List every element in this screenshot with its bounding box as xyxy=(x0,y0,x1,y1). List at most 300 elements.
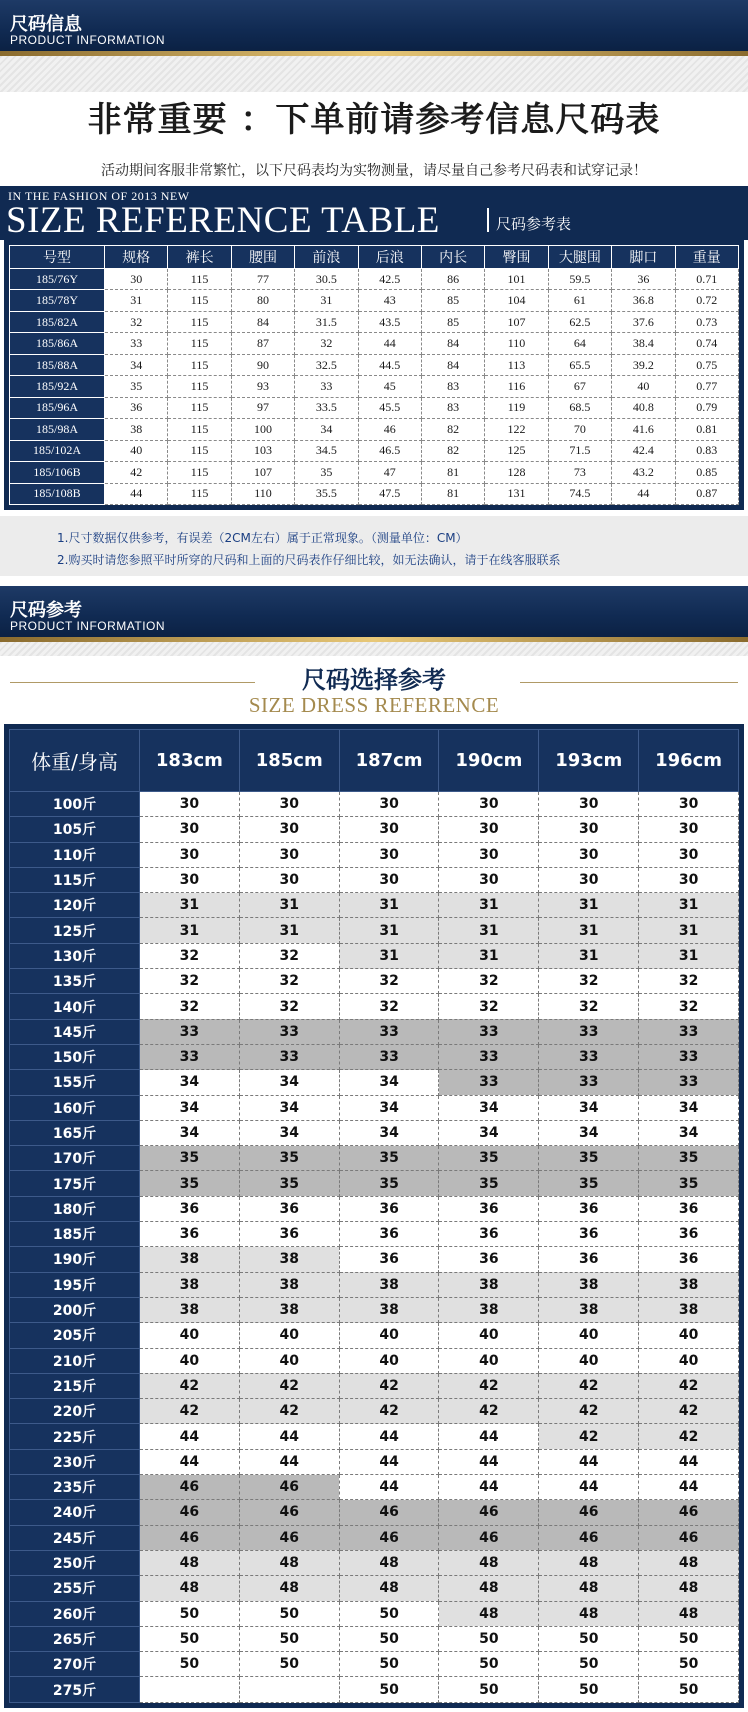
corner-header: 体重/身高 xyxy=(10,730,140,792)
table-cell: 81 xyxy=(421,483,484,504)
size-cell: 48 xyxy=(239,1550,339,1575)
size-cell: 30 xyxy=(539,867,639,892)
size-cell: 50 xyxy=(539,1677,639,1703)
table-row xyxy=(10,333,739,354)
size-cell: 40 xyxy=(339,1323,439,1348)
size-cell: 48 xyxy=(140,1550,240,1575)
size-cell: 42 xyxy=(539,1373,639,1398)
table-cell: 74.5 xyxy=(548,483,611,504)
size-cell: 50 xyxy=(339,1601,439,1626)
table-cell: 43.5 xyxy=(358,311,421,332)
table-cell: 85 xyxy=(421,290,484,311)
size-cell: 33 xyxy=(439,1019,539,1044)
column-header: 规格 xyxy=(105,246,168,269)
table-row xyxy=(10,462,739,483)
size-cell: 50 xyxy=(339,1677,439,1703)
table-row xyxy=(10,1222,739,1247)
table-cell: 0.71 xyxy=(675,269,738,290)
table-cell: 35 xyxy=(295,462,358,483)
size-table-frame xyxy=(4,240,744,510)
size-cell: 48 xyxy=(639,1576,739,1601)
weight-header: 200斤 xyxy=(10,1297,140,1322)
size-cell: 31 xyxy=(339,943,439,968)
table-row xyxy=(10,893,739,918)
size-cell: 40 xyxy=(140,1323,240,1348)
size-cell: 46 xyxy=(439,1500,539,1525)
row-header: 185/106B xyxy=(10,462,105,483)
table-cell: 36 xyxy=(105,397,168,418)
size-cell: 42 xyxy=(339,1373,439,1398)
size-cell: 50 xyxy=(439,1652,539,1677)
size-cell: 31 xyxy=(639,918,739,943)
size-cell: 44 xyxy=(239,1449,339,1474)
size-cell: 36 xyxy=(439,1247,539,1272)
size-cell: 38 xyxy=(339,1297,439,1322)
table-cell: 64 xyxy=(548,333,611,354)
table-cell: 47.5 xyxy=(358,483,421,504)
weight-header: 135斤 xyxy=(10,969,140,994)
table-cell: 73 xyxy=(548,462,611,483)
size-cell: 32 xyxy=(339,969,439,994)
size-table xyxy=(9,245,739,505)
size-cell: 34 xyxy=(639,1120,739,1145)
table-row xyxy=(10,1019,739,1044)
table-cell: 125 xyxy=(485,440,548,461)
table-row xyxy=(10,792,739,817)
size-cell: 40 xyxy=(239,1323,339,1348)
size-cell: 36 xyxy=(639,1247,739,1272)
table-cell: 80 xyxy=(231,290,294,311)
row-header: 185/78Y xyxy=(10,290,105,311)
column-header: 号型 xyxy=(10,246,105,269)
table-cell: 0.85 xyxy=(675,462,738,483)
table-cell: 107 xyxy=(485,311,548,332)
size-cell: 38 xyxy=(140,1297,240,1322)
table-row xyxy=(10,867,739,892)
table-row xyxy=(10,1323,739,1348)
weight-header: 235斤 xyxy=(10,1475,140,1500)
size-cell: 34 xyxy=(639,1095,739,1120)
weight-header: 260斤 xyxy=(10,1601,140,1626)
size-cell: 48 xyxy=(140,1576,240,1601)
table-cell: 115 xyxy=(168,290,231,311)
table-cell: 33 xyxy=(105,333,168,354)
table-cell: 61 xyxy=(548,290,611,311)
size-cell: 33 xyxy=(539,1019,639,1044)
weight-header: 240斤 xyxy=(10,1500,140,1525)
table-cell: 107 xyxy=(231,462,294,483)
weight-header: 165斤 xyxy=(10,1120,140,1145)
table-cell: 0.74 xyxy=(675,333,738,354)
table-row xyxy=(10,943,739,968)
row-header: 185/86A xyxy=(10,333,105,354)
table-cell: 115 xyxy=(168,483,231,504)
table-cell: 110 xyxy=(231,483,294,504)
table-cell: 68.5 xyxy=(548,397,611,418)
table-cell: 85 xyxy=(421,311,484,332)
dress-ref-subtitle: SIZE DRESS REFERENCE xyxy=(248,693,500,717)
size-cell: 30 xyxy=(639,792,739,817)
size-cell: 32 xyxy=(339,994,439,1019)
section1-title: 尺码信息 xyxy=(10,14,82,35)
size-cell: 48 xyxy=(439,1601,539,1626)
table-cell: 101 xyxy=(485,269,548,290)
size-cell: 36 xyxy=(140,1196,240,1221)
size-cell: 50 xyxy=(439,1677,539,1703)
table-cell: 0.75 xyxy=(675,354,738,375)
table-cell: 43.2 xyxy=(612,462,675,483)
size-cell: 35 xyxy=(239,1146,339,1171)
weight-header: 245斤 xyxy=(10,1525,140,1550)
size-cell: 48 xyxy=(539,1550,639,1575)
table-cell: 119 xyxy=(485,397,548,418)
size-cell: 31 xyxy=(140,918,240,943)
size-cell: 30 xyxy=(639,867,739,892)
size-cell: 31 xyxy=(639,943,739,968)
table-cell: 44.5 xyxy=(358,354,421,375)
size-cell: 34 xyxy=(339,1120,439,1145)
size-cell: 35 xyxy=(339,1171,439,1196)
table-cell: 122 xyxy=(485,419,548,440)
weight-header: 125斤 xyxy=(10,918,140,943)
size-cell: 50 xyxy=(639,1626,739,1651)
column-header: 脚口 xyxy=(612,246,675,269)
size-cell: 35 xyxy=(140,1171,240,1196)
table-row xyxy=(10,1070,739,1095)
size-cell: 46 xyxy=(439,1525,539,1550)
height-header: 193cm xyxy=(539,730,639,792)
size-cell: 50 xyxy=(639,1677,739,1703)
decor-strip xyxy=(0,56,748,92)
table-cell: 36 xyxy=(612,269,675,290)
size-cell: 42 xyxy=(539,1399,639,1424)
size-cell: 35 xyxy=(639,1171,739,1196)
size-cell: 31 xyxy=(239,918,339,943)
weight-header: 180斤 xyxy=(10,1196,140,1221)
height-header: 187cm xyxy=(339,730,439,792)
weight-header: 220斤 xyxy=(10,1399,140,1424)
table-cell: 31.5 xyxy=(295,311,358,332)
table-row xyxy=(10,1652,739,1677)
size-cell: 42 xyxy=(439,1399,539,1424)
table-row xyxy=(10,1171,739,1196)
table-cell: 0.79 xyxy=(675,397,738,418)
size-cell: 48 xyxy=(339,1550,439,1575)
size-cell: 31 xyxy=(339,918,439,943)
size-cell: 46 xyxy=(140,1475,240,1500)
table-cell: 84 xyxy=(421,354,484,375)
table-cell: 45.5 xyxy=(358,397,421,418)
weight-header: 115斤 xyxy=(10,867,140,892)
headline-note: 活动期间客服非常繁忙，以下尺码表均为实物测量，请尽量自己参考尺码表和试穿记录！ xyxy=(101,163,647,179)
size-cell: 36 xyxy=(539,1222,639,1247)
size-cell: 46 xyxy=(140,1525,240,1550)
size-cell: 31 xyxy=(539,918,639,943)
size-cell: 46 xyxy=(339,1500,439,1525)
table-cell: 0.77 xyxy=(675,376,738,397)
column-header: 前浪 xyxy=(295,246,358,269)
table-cell: 115 xyxy=(168,269,231,290)
size-cell: 32 xyxy=(639,994,739,1019)
table-cell: 113 xyxy=(485,354,548,375)
table-row xyxy=(10,994,739,1019)
weight-header: 190斤 xyxy=(10,1247,140,1272)
dress-table-frame xyxy=(4,724,744,1708)
size-cell: 44 xyxy=(140,1449,240,1474)
size-cell: 31 xyxy=(439,943,539,968)
weight-header: 170斤 xyxy=(10,1146,140,1171)
size-cell: 46 xyxy=(539,1500,639,1525)
size-cell: 32 xyxy=(439,994,539,1019)
row-header: 185/102A xyxy=(10,440,105,461)
table-row xyxy=(10,1550,739,1575)
size-cell: 42 xyxy=(539,1424,639,1449)
table-cell: 46 xyxy=(358,419,421,440)
size-cell: 33 xyxy=(639,1070,739,1095)
size-cell: 33 xyxy=(639,1044,739,1069)
column-header: 内长 xyxy=(421,246,484,269)
size-cell: 50 xyxy=(239,1626,339,1651)
table-row xyxy=(10,817,739,842)
size-cell: 44 xyxy=(439,1449,539,1474)
table-row xyxy=(10,311,739,332)
size-cell: 30 xyxy=(140,842,240,867)
table-cell: 84 xyxy=(421,333,484,354)
size-cell: 38 xyxy=(639,1297,739,1322)
table-cell: 42.4 xyxy=(612,440,675,461)
table-row xyxy=(10,1525,739,1550)
weight-header: 265斤 xyxy=(10,1626,140,1651)
table-cell: 128 xyxy=(485,462,548,483)
table-row xyxy=(10,354,739,375)
size-cell: 44 xyxy=(140,1424,240,1449)
table-row xyxy=(10,1399,739,1424)
size-cell: 31 xyxy=(239,893,339,918)
size-cell: 31 xyxy=(140,893,240,918)
size-notes xyxy=(0,516,748,576)
size-cell: 40 xyxy=(639,1348,739,1373)
size-cell: 30 xyxy=(539,842,639,867)
table-cell: 67 xyxy=(548,376,611,397)
weight-header: 205斤 xyxy=(10,1323,140,1348)
table-row xyxy=(10,1196,739,1221)
size-cell: 40 xyxy=(439,1323,539,1348)
table-cell: 115 xyxy=(168,397,231,418)
table-row xyxy=(10,1601,739,1626)
size-cell: 44 xyxy=(339,1449,439,1474)
table-cell: 31 xyxy=(295,290,358,311)
note-2: 2.购买时请您参照平时所穿的尺码和上面的尺码表作仔细比较，如无法确认，请于在线客服联系 xyxy=(57,553,561,567)
table-cell: 110 xyxy=(485,333,548,354)
table-cell: 45 xyxy=(358,376,421,397)
size-cell: 50 xyxy=(140,1652,240,1677)
size-cell: 33 xyxy=(539,1070,639,1095)
table-cell: 47 xyxy=(358,462,421,483)
table-row xyxy=(10,419,739,440)
table-cell: 104 xyxy=(485,290,548,311)
size-cell: 36 xyxy=(339,1222,439,1247)
size-cell: 44 xyxy=(339,1424,439,1449)
table-row xyxy=(10,1449,739,1474)
table-row xyxy=(10,290,739,311)
decor-strip xyxy=(0,642,748,656)
size-cell: 38 xyxy=(239,1272,339,1297)
size-cell: 50 xyxy=(539,1652,639,1677)
size-cell: 50 xyxy=(639,1652,739,1677)
table-cell: 116 xyxy=(485,376,548,397)
size-cell: 30 xyxy=(439,817,539,842)
table-cell: 97 xyxy=(231,397,294,418)
table-row xyxy=(10,1576,739,1601)
weight-header: 215斤 xyxy=(10,1373,140,1398)
table-cell: 46.5 xyxy=(358,440,421,461)
size-cell: 42 xyxy=(239,1373,339,1398)
size-cell: 35 xyxy=(539,1171,639,1196)
table-cell: 33 xyxy=(295,376,358,397)
table-cell: 0.72 xyxy=(675,290,738,311)
weight-header: 255斤 xyxy=(10,1576,140,1601)
table-cell: 131 xyxy=(485,483,548,504)
size-cell: 42 xyxy=(639,1373,739,1398)
table-cell: 32 xyxy=(105,311,168,332)
size-cell: 48 xyxy=(639,1550,739,1575)
size-cell: 42 xyxy=(639,1399,739,1424)
size-cell: 33 xyxy=(439,1070,539,1095)
size-cell: 42 xyxy=(140,1373,240,1398)
size-cell: 30 xyxy=(140,817,240,842)
size-cell: 46 xyxy=(639,1525,739,1550)
table-row xyxy=(10,1626,739,1651)
size-cell: 33 xyxy=(239,1019,339,1044)
table-cell: 0.87 xyxy=(675,483,738,504)
weight-header: 110斤 xyxy=(10,842,140,867)
table-row xyxy=(10,1475,739,1500)
size-cell: 38 xyxy=(439,1297,539,1322)
table-cell: 115 xyxy=(168,333,231,354)
table-cell: 90 xyxy=(231,354,294,375)
note-1: 1.尺寸数据仅供参考，有误差（2CM左右）属于正常现象。（测量单位：CM） xyxy=(57,531,468,545)
weight-header: 120斤 xyxy=(10,893,140,918)
table-cell: 86 xyxy=(421,269,484,290)
size-cell: 38 xyxy=(239,1297,339,1322)
size-cell: 34 xyxy=(339,1095,439,1120)
table-cell: 31 xyxy=(105,290,168,311)
size-cell: 34 xyxy=(239,1070,339,1095)
table-cell: 59.5 xyxy=(548,269,611,290)
size-cell: 35 xyxy=(339,1146,439,1171)
size-cell: 32 xyxy=(140,969,240,994)
table-row xyxy=(10,269,739,290)
size-cell: 32 xyxy=(140,943,240,968)
size-cell: 30 xyxy=(639,817,739,842)
weight-header: 275斤 xyxy=(10,1677,140,1703)
section2-banner xyxy=(0,586,748,642)
size-cell: 48 xyxy=(239,1576,339,1601)
weight-header: 225斤 xyxy=(10,1424,140,1449)
size-cell: 50 xyxy=(239,1601,339,1626)
weight-header: 150斤 xyxy=(10,1044,140,1069)
table-cell: 77 xyxy=(231,269,294,290)
row-header: 185/92A xyxy=(10,376,105,397)
column-header: 后浪 xyxy=(358,246,421,269)
table-cell: 34 xyxy=(105,354,168,375)
column-header: 裤长 xyxy=(168,246,231,269)
table-cell: 115 xyxy=(168,311,231,332)
size-cell: 38 xyxy=(439,1272,539,1297)
table-row xyxy=(10,1677,739,1703)
size-cell: 30 xyxy=(439,867,539,892)
size-table-banner-big: SIZE REFERENCE TABLE xyxy=(6,200,440,240)
size-cell: 34 xyxy=(539,1120,639,1145)
size-cell: 42 xyxy=(140,1399,240,1424)
size-cell: 35 xyxy=(639,1146,739,1171)
size-cell: 30 xyxy=(239,842,339,867)
size-cell: 30 xyxy=(439,842,539,867)
table-row xyxy=(10,842,739,867)
size-cell: 34 xyxy=(140,1120,240,1145)
size-cell: 38 xyxy=(339,1272,439,1297)
size-cell: 32 xyxy=(239,969,339,994)
size-cell: 50 xyxy=(339,1652,439,1677)
row-header: 185/88A xyxy=(10,354,105,375)
table-row xyxy=(10,1272,739,1297)
size-cell: 34 xyxy=(439,1095,539,1120)
size-cell: 33 xyxy=(339,1019,439,1044)
size-cell: 30 xyxy=(339,867,439,892)
size-cell: 46 xyxy=(339,1525,439,1550)
size-table-banner-cn: 尺码参考表 xyxy=(496,215,572,233)
table-row xyxy=(10,1146,739,1171)
table-cell: 65.5 xyxy=(548,354,611,375)
size-cell: 48 xyxy=(439,1550,539,1575)
size-cell: 30 xyxy=(140,792,240,817)
size-cell: 48 xyxy=(339,1576,439,1601)
size-cell: 44 xyxy=(639,1475,739,1500)
size-cell: 38 xyxy=(140,1272,240,1297)
size-cell: 32 xyxy=(239,943,339,968)
table-cell: 39.2 xyxy=(612,354,675,375)
size-cell: 30 xyxy=(339,817,439,842)
weight-header: 175斤 xyxy=(10,1171,140,1196)
weight-header: 250斤 xyxy=(10,1550,140,1575)
size-cell: 38 xyxy=(140,1247,240,1272)
size-cell: 33 xyxy=(140,1044,240,1069)
table-row xyxy=(10,969,739,994)
table-cell: 40.8 xyxy=(612,397,675,418)
table-cell: 83 xyxy=(421,397,484,418)
size-table-banner xyxy=(0,186,748,240)
size-cell: 42 xyxy=(639,1424,739,1449)
size-cell: 33 xyxy=(639,1019,739,1044)
size-cell: 32 xyxy=(539,969,639,994)
table-row xyxy=(10,1424,739,1449)
table-cell: 33.5 xyxy=(295,397,358,418)
weight-header: 195斤 xyxy=(10,1272,140,1297)
size-cell: 40 xyxy=(439,1348,539,1373)
weight-header: 230斤 xyxy=(10,1449,140,1474)
size-cell: 50 xyxy=(339,1626,439,1651)
dress-ref-title: 尺码选择参考 xyxy=(302,666,446,694)
table-row xyxy=(10,1348,739,1373)
table-cell: 100 xyxy=(231,419,294,440)
size-cell xyxy=(239,1677,339,1703)
size-cell: 48 xyxy=(639,1601,739,1626)
table-cell: 93 xyxy=(231,376,294,397)
size-cell: 35 xyxy=(140,1146,240,1171)
size-cell: 40 xyxy=(140,1348,240,1373)
table-row xyxy=(10,1373,739,1398)
size-cell: 30 xyxy=(339,792,439,817)
